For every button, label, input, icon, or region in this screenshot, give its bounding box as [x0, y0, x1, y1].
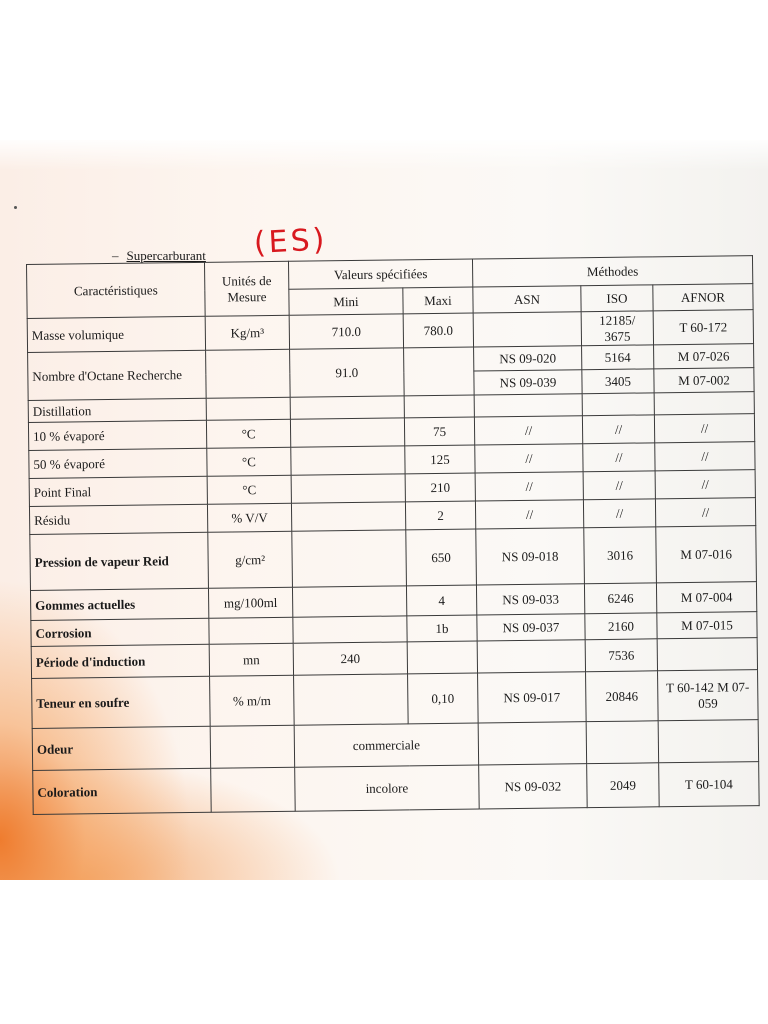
row-maxi — [404, 395, 474, 418]
row-afnor: T 60-172 — [653, 310, 753, 345]
row-unit — [206, 349, 291, 398]
row-unit: g/cm² — [208, 531, 293, 588]
row-value: commerciale — [294, 723, 478, 767]
row-maxi: 2 — [405, 501, 475, 530]
header-caracteristiques: Caractéristiques — [27, 262, 206, 318]
row-name: Masse volumique — [27, 316, 205, 352]
row-unit: mg/100ml — [208, 587, 292, 618]
row-name: Gommes actuelles — [30, 588, 208, 620]
row-unit: °C — [207, 475, 291, 504]
row-afnor: M 07-016 — [656, 526, 757, 583]
row-unit: % V/V — [207, 503, 291, 532]
scan-speck — [14, 206, 17, 209]
row-afnor: M 07-026 — [654, 344, 754, 369]
row-afnor: M 07-004 — [656, 582, 756, 613]
row-mini — [294, 674, 409, 725]
row-name: Teneur en soufre — [32, 676, 211, 728]
heading-dash: – — [112, 248, 119, 263]
row-iso — [586, 721, 659, 764]
row-iso: 7536 — [585, 639, 657, 672]
row-afnor — [658, 720, 759, 763]
header-mini: Mini — [289, 288, 403, 315]
row-mini — [292, 530, 407, 587]
row-name: Distillation — [28, 398, 206, 422]
row-afnor: M 07-002 — [654, 368, 754, 393]
row-mini: 240 — [293, 642, 407, 675]
specifications-table — [26, 255, 760, 815]
row-asn — [473, 312, 581, 347]
table-row — [33, 762, 759, 815]
row-asn: NS 09-032 — [479, 764, 588, 809]
row-asn — [474, 394, 582, 417]
row-mini — [291, 446, 405, 475]
row-asn: NS 09-039 — [474, 370, 582, 395]
row-mini — [291, 502, 405, 531]
header-valeurs: Valeurs spécifiées — [288, 259, 472, 289]
document-photo — [0, 140, 768, 880]
row-asn — [478, 722, 587, 765]
row-name: 10 % évaporé — [28, 420, 206, 450]
row-maxi: 210 — [405, 473, 475, 502]
row-mini — [291, 474, 405, 503]
row-name: Corrosion — [31, 618, 209, 646]
row-iso — [582, 393, 654, 416]
header-iso: ISO — [581, 285, 653, 312]
row-maxi: 780.0 — [403, 313, 473, 348]
header-methodes: Méthodes — [472, 256, 752, 287]
row-unit: Kg/m³ — [205, 315, 289, 350]
row-asn: // — [474, 416, 582, 445]
row-iso: // — [583, 499, 655, 528]
row-value: incolore — [295, 765, 480, 811]
row-name: Coloration — [33, 768, 212, 814]
row-name: Odeur — [32, 726, 210, 770]
row-asn: NS 09-020 — [474, 346, 582, 371]
row-name: Pression de vapeur Reid — [30, 532, 209, 590]
handwritten-annotation: (ES) — [253, 222, 329, 261]
row-iso: 20846 — [586, 671, 659, 722]
header-asn: ASN — [473, 286, 581, 313]
row-afnor — [657, 638, 757, 671]
row-iso: 3405 — [582, 369, 654, 394]
row-mini — [293, 616, 407, 643]
row-name: Période d'induction — [31, 644, 209, 678]
row-afnor: T 60-142 M 07-059 — [658, 670, 759, 721]
row-unit: °C — [206, 419, 290, 448]
row-maxi: 1b — [407, 615, 477, 642]
row-afnor: T 60-104 — [659, 762, 760, 807]
row-mini — [290, 396, 404, 419]
row-afnor: // — [655, 498, 755, 527]
row-iso: 6246 — [584, 583, 656, 614]
row-afnor: // — [655, 470, 755, 499]
row-unit: °C — [207, 447, 291, 476]
row-unit: mn — [209, 643, 293, 676]
heading-title: Supercarburant — [126, 248, 206, 263]
row-unit — [209, 617, 293, 644]
row-name: 50 % évaporé — [29, 448, 207, 478]
row-maxi — [407, 641, 477, 674]
row-asn: // — [475, 500, 583, 529]
row-asn: NS 09-033 — [476, 584, 584, 615]
row-asn: // — [475, 444, 583, 473]
row-name: Point Final — [29, 476, 207, 506]
header-afnor: AFNOR — [653, 284, 753, 311]
row-unit — [210, 725, 295, 768]
row-afnor: // — [655, 442, 755, 471]
row-asn: NS 09-037 — [477, 614, 585, 641]
row-name: Résidu — [29, 504, 207, 534]
row-name: Nombre d'Octane Recherche — [28, 350, 207, 400]
row-asn: NS 09-018 — [476, 528, 585, 585]
row-iso: 3016 — [584, 527, 657, 584]
row-maxi: 0,10 — [408, 673, 479, 724]
row-asn — [477, 640, 585, 673]
header-maxi: Maxi — [403, 287, 473, 314]
row-mini: 91.0 — [290, 348, 405, 397]
row-iso: // — [582, 415, 654, 444]
row-unit: % m/m — [210, 675, 295, 726]
row-iso: // — [583, 443, 655, 472]
row-iso: 2160 — [585, 613, 657, 640]
row-mini — [292, 586, 406, 617]
row-afnor — [654, 392, 754, 415]
photo-edge-shade — [0, 140, 768, 170]
row-iso: 5164 — [582, 345, 654, 370]
row-maxi: 75 — [404, 417, 474, 446]
row-unit — [211, 767, 296, 812]
row-asn: // — [475, 472, 583, 501]
row-maxi: 125 — [405, 445, 475, 474]
row-asn: NS 09-017 — [478, 672, 587, 723]
row-maxi: 4 — [406, 585, 476, 616]
row-afnor: M 07-015 — [657, 612, 757, 639]
row-iso: 12185/ 3675 — [581, 311, 653, 346]
table-row — [30, 526, 757, 591]
row-mini: 710.0 — [289, 314, 403, 349]
row-mini — [290, 418, 404, 447]
row-iso: // — [583, 471, 655, 500]
row-maxi — [404, 347, 475, 396]
row-iso: 2049 — [587, 763, 660, 808]
table-row — [32, 670, 759, 729]
row-afnor: // — [654, 414, 754, 443]
row-unit — [206, 397, 290, 420]
header-unites: Unités de Mesure — [204, 261, 289, 316]
row-maxi: 650 — [406, 529, 477, 586]
